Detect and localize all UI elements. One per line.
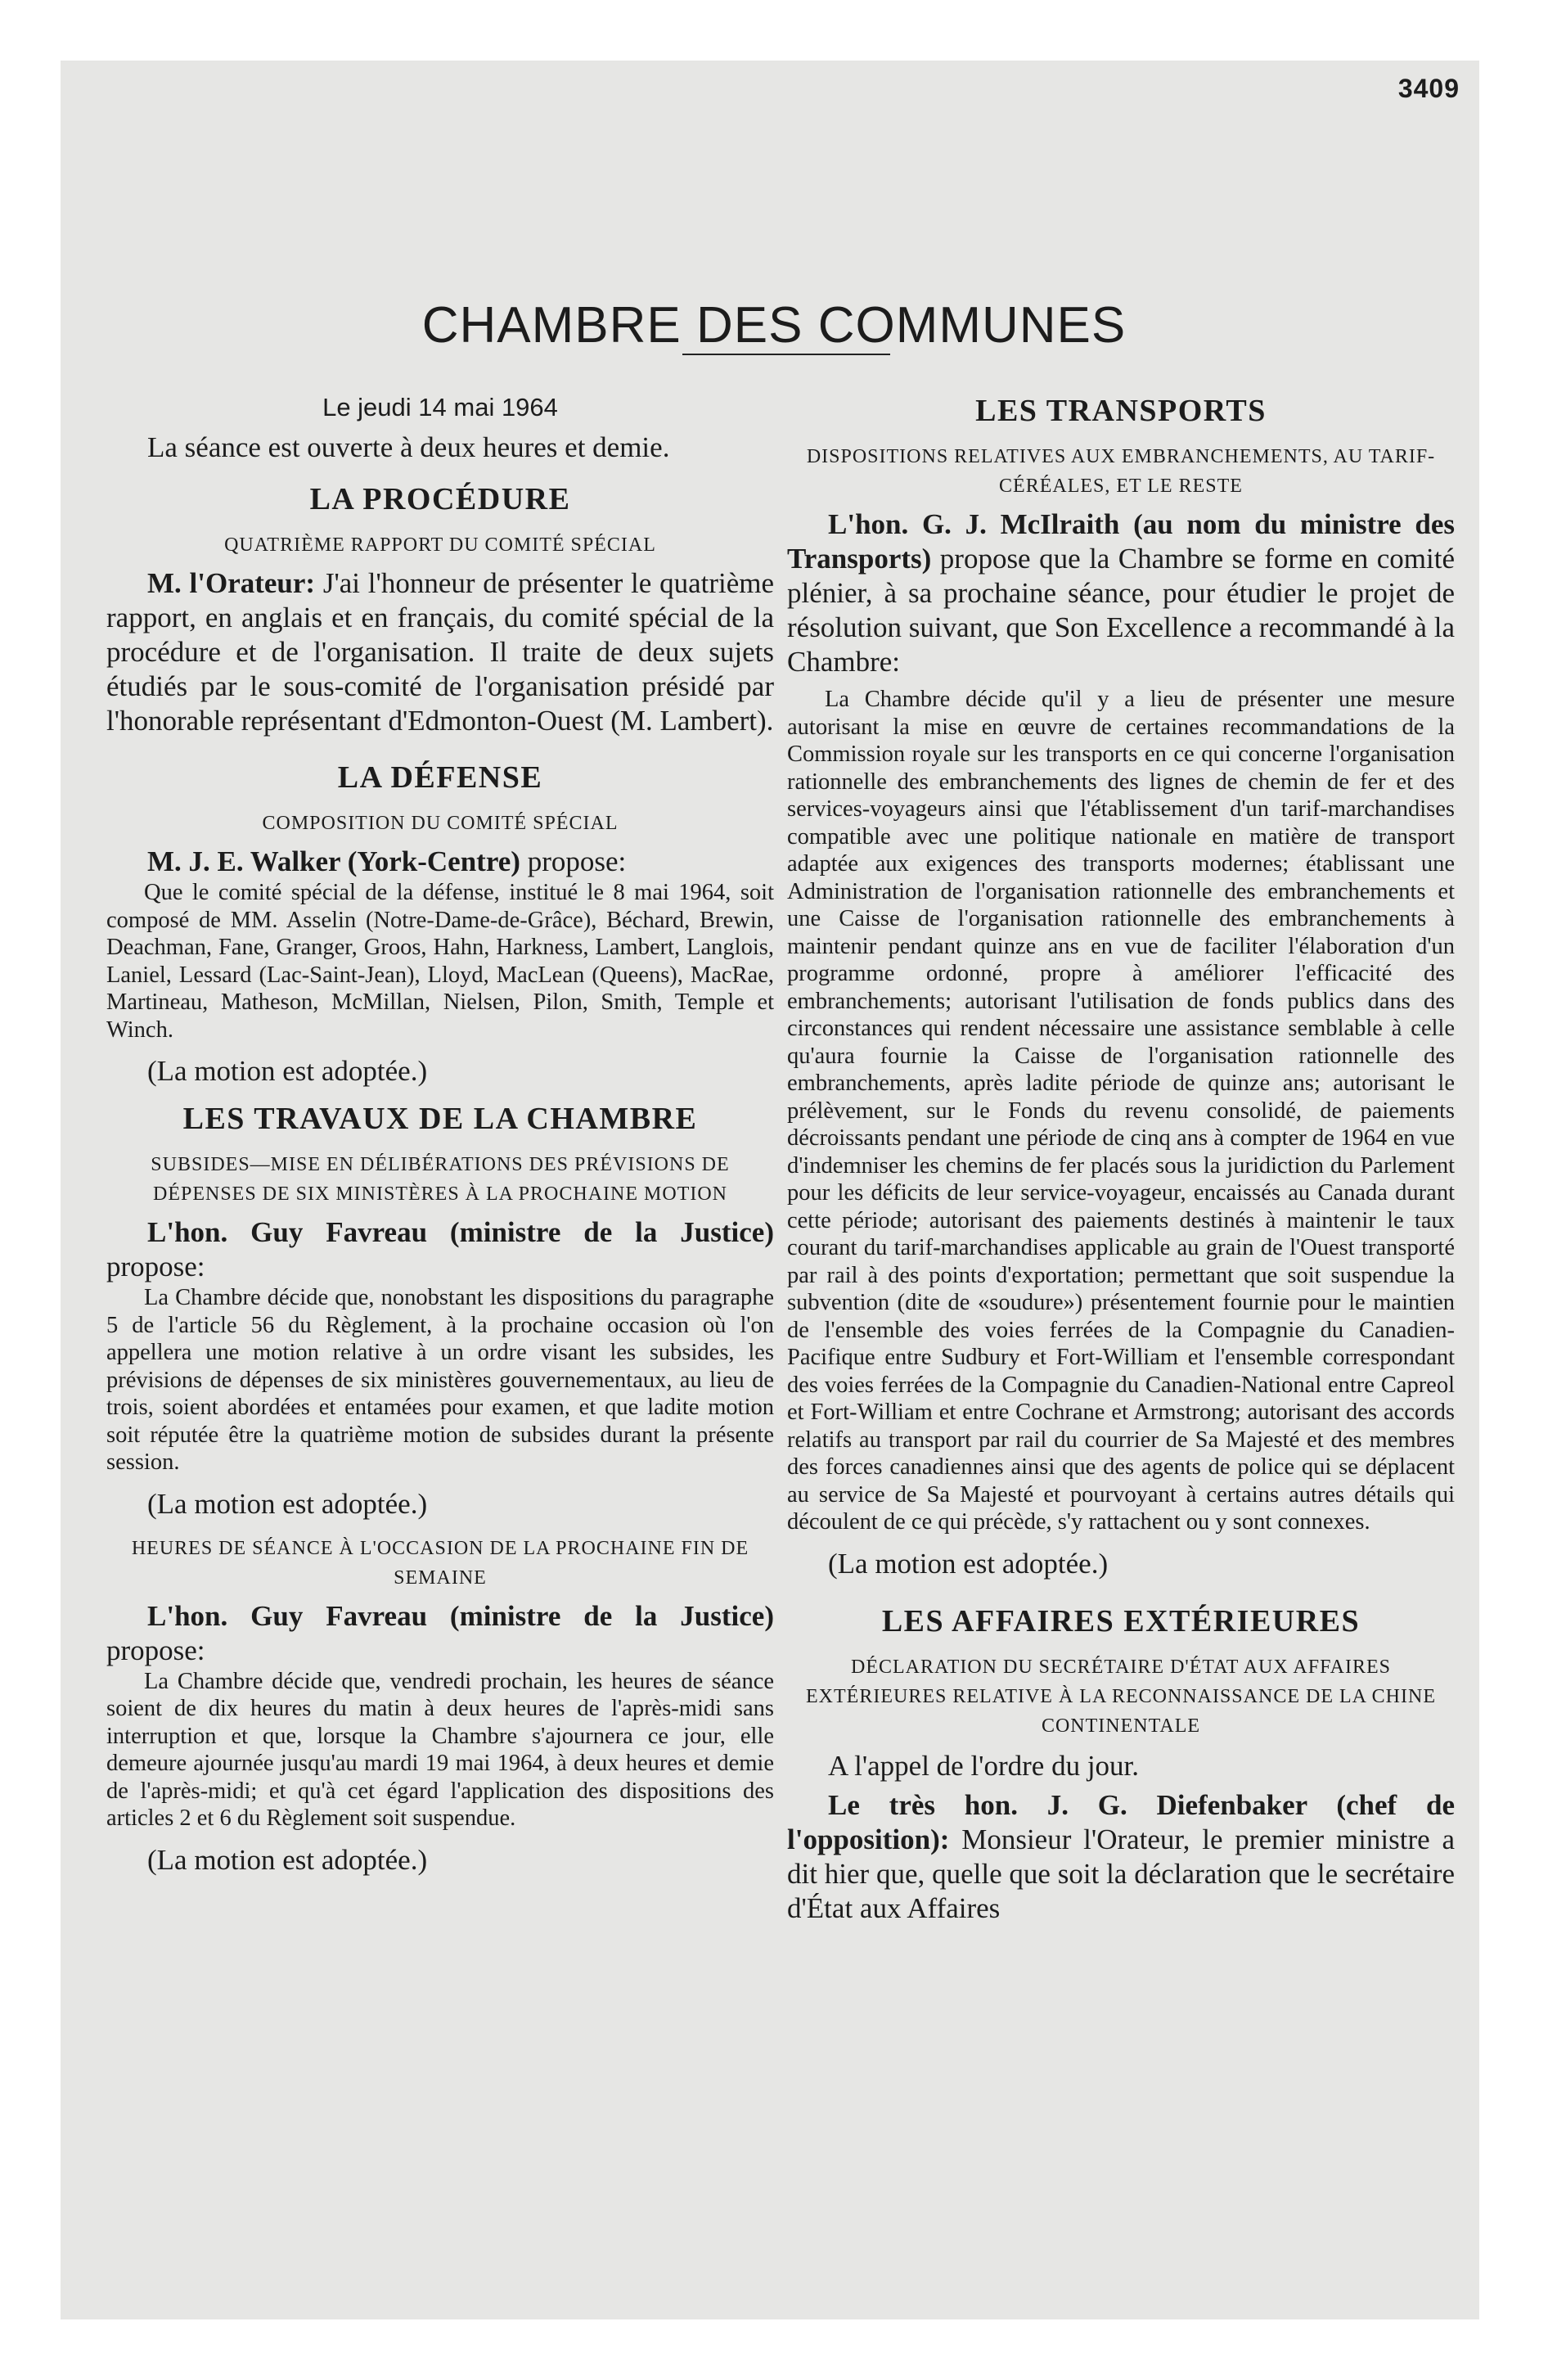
travaux-heading: LES TRAVAUX DE LA CHAMBRE [182,1102,698,1136]
defense-motion-result: (La motion est adoptée.) [147,1055,428,1087]
travaux-subheading: SUBSIDES—MISE EN DÉLIBÉRATIONS DES PRÉVISIONS DE DÉPENSES DE SIX MINISTÈRES À LA PROCHAINE MOTION [151,1154,730,1205]
speaker-name: M. l'Orateur: [147,567,316,599]
procedure-heading: LA PROCÉDURE [309,482,571,516]
transports-intro-text: propose que la Chambre se forme en comité plénier, à sa prochaine séance, pour étudier le projet de résolution suivant, que Son Excellence a recommandé à la Chambre: [787,543,1455,678]
travaux-motion-text: La Chambre décide que, nonobstant les dispositions du paragraphe 5 de l'article 56 du Règlement, à la prochaine occasion où l'on appellera une motion relative à un ordre visant les subsides, les prévisions de dépenses de six ministères gouvernementaux, au lieu de trois, soient abordées et entamées pour examen, et que ladite motion soit réputée être la quatrième motion de subsides durant la présente session. [106,1285,774,1475]
speaker-name: M. J. E. Walker (York-Centre) [147,845,520,877]
propose-text: propose: [106,1251,205,1282]
left-column [106,388,774,1890]
affaires-intro: A l'appel de l'ordre du jour. [828,1749,1140,1782]
transports-intro [787,507,1455,679]
defense-subheading: COMPOSITION DU COMITÉ SPÉCIAL [262,813,619,834]
speaker-name: L'hon. Guy Favreau (ministre de la Justice) [147,1216,774,1248]
propose-text: propose: [106,1634,205,1666]
transports-motion-text: La Chambre décide qu'il y a lieu de présenter une mesure autorisant la mise en œuvre de certaines recommandations de la Commission royale sur les transports en ce qui concerne l'organisation rationnelle des embranchements des lignes de chemin de fer et des services-voyageurs ainsi que l'établissement d'un tarif-marchandises compatible avec une politique nationale en matière de transport adaptée aux exigences des transports modernes; établissant une Administration de l'organisation rationnelle des embranchements et une Caisse de l'organisation rationnelle des embranchements à maintenir pendant quinze ans en vue de faciliter l'élaboration d'un programme ordonné, propre à améliorer l'efficacité des embranchements; autorisant l'utilisation de fonds publics dans des circonstances qui rendent nécessaire une assistance semblable à celle qu'aura fournie la Caisse de l'organisation rationnelle des embranchements, après ladite période de quinze ans; autorisant le prélèvement, sur le Fonds du revenu consolidé, de paiements décroissants pendant une période de cinq ans à compter de 1964 en vue d'indemniser les chemins de fer placés sous la juridiction du Parlement pour les déficits de leur service-voyageur, encaissés au Canada durant cette période; autorisant des paiements destinés à maintenir le taux courant du tarif-marchandises applicable au grain de l'Ouest transporté par rail à des points d'exportation; permettant que soit suspendue la subvention (dite de «soudure») présentement fournie pour le maintien de l'ensemble des voies ferrées de la Compagnie du Canadien-Pacifique entre Sudbury et Fort-William et l'ensemble correspondant des voies ferrées de la Compagnie du Canadien-National entre Capreol et Fort-William et entre Cochrane et Armstrong; autorisant des accords relatifs au transport par rail du courrier de Sa Majesté et des membres des forces canadiennes ainsi que des agents de police qui se déplacent au service de Sa Majesté et pourvoyant à certains autres détails qui découlent de ce qui précède, s'y rattachent ou y sont connexes. [787,687,1455,1535]
affaires-heading: LES AFFAIRES EXTÉRIEURES [881,1603,1361,1639]
title-divider [682,354,890,355]
speaker-name: Le très hon. J. G. Diefenbaker (chef de l'opposition): [787,1788,1455,1855]
travaux-motion-result: (La motion est adoptée.) [147,1487,428,1520]
heures-motion-text: La Chambre décide que, vendredi prochain, les heures de séance soient de dix heures du matin à deux heures de l'après-midi sans interruption et que, lorsque la Chambre s'ajournera ce jour, elle demeure ajournée jusqu'au mardi 19 mai 1964, à deux heures et demie de l'après-midi; et qu'à cet égard l'application des dispositions des articles 2 et 6 du Règlement soit suspendue. [106,1668,774,1831]
travaux-intro [106,1215,774,1284]
spacer [787,679,1455,686]
procedure-paragraph [106,566,774,738]
page-title: CHAMBRE DES COMMUNES [421,296,1127,354]
affaires-text: Monsieur l'Orateur, le premier ministre a dit hier que, quelle que soit la déclaration que le secrétaire d'État aux Affaires [787,1823,1455,1924]
affaires-paragraph [787,1788,1455,1926]
speaker-name: L'hon. G. J. McIlraith (au nom du ministre des Transports) [787,508,1455,575]
transports-subheading: DISPOSITIONS RELATIVES AUX EMBRANCHEMENTS, AU TARIF-CÉRÉALES, ET LE RESTE [806,446,1436,497]
speaker-name: L'hon. Guy Favreau (ministre de la Justice) [147,1599,774,1632]
heures-motion-result: (La motion est adoptée.) [147,1843,428,1876]
procedure-subheading: QUATRIÈME RAPPORT DU COMITÉ SPÉCIAL [224,534,656,556]
transports-motion-result: (La motion est adoptée.) [828,1547,1109,1580]
affaires-subheading: DÉCLARATION DU SECRÉTAIRE D'ÉTAT AUX AFFAIRES EXTÉRIEURES RELATIVE À LA RECONNAISSANCE DE LA CHINE CONTINENTALE [806,1656,1436,1737]
sitting-date: Le jeudi 14 mai 1964 [322,393,558,421]
right-column [787,388,1455,1926]
heures-intro [106,1599,774,1668]
heures-subheading: HEURES DE SÉANCE À L'OCCASION DE LA PROCHAINE FIN DE SEMAINE [131,1537,749,1589]
defense-motion-text: Que le comité spécial de la défense, institué le 8 mai 1964, soit composé de MM. Asselin (Notre-Dame-de-Grâce), Béchard, Brewin, Deachman, Fane, Granger, Groos, Hahn, Harkness, Lambert, Langlois, Laniel, Lessard (Lac-Saint-Jean), Lloyd, MacLean (Queens), MacRae, Martineau, Matheson, McMillan, Nielsen, Pilon, Smith, Temple et Winch. [106,880,774,1043]
defense-heading: LA DÉFENSE [337,760,543,795]
page-number: 3409 [1397,74,1460,103]
defense-intro [106,845,774,879]
procedure-text: J'ai l'honneur de présenter le quatrième rapport, en anglais et en français, du comité spécial de la procédure et de l'organisation. Il traite de deux sujets étudiés par le sous-comité de l'organisation présidé par l'honorable représentant d'Edmonton-Ouest (M. Lambert). [106,567,774,737]
transports-heading: LES TRANSPORTS [975,394,1267,428]
propose-text: propose: [520,845,627,877]
opening-paragraph: La séance est ouverte à deux heures et demie. [147,431,670,463]
